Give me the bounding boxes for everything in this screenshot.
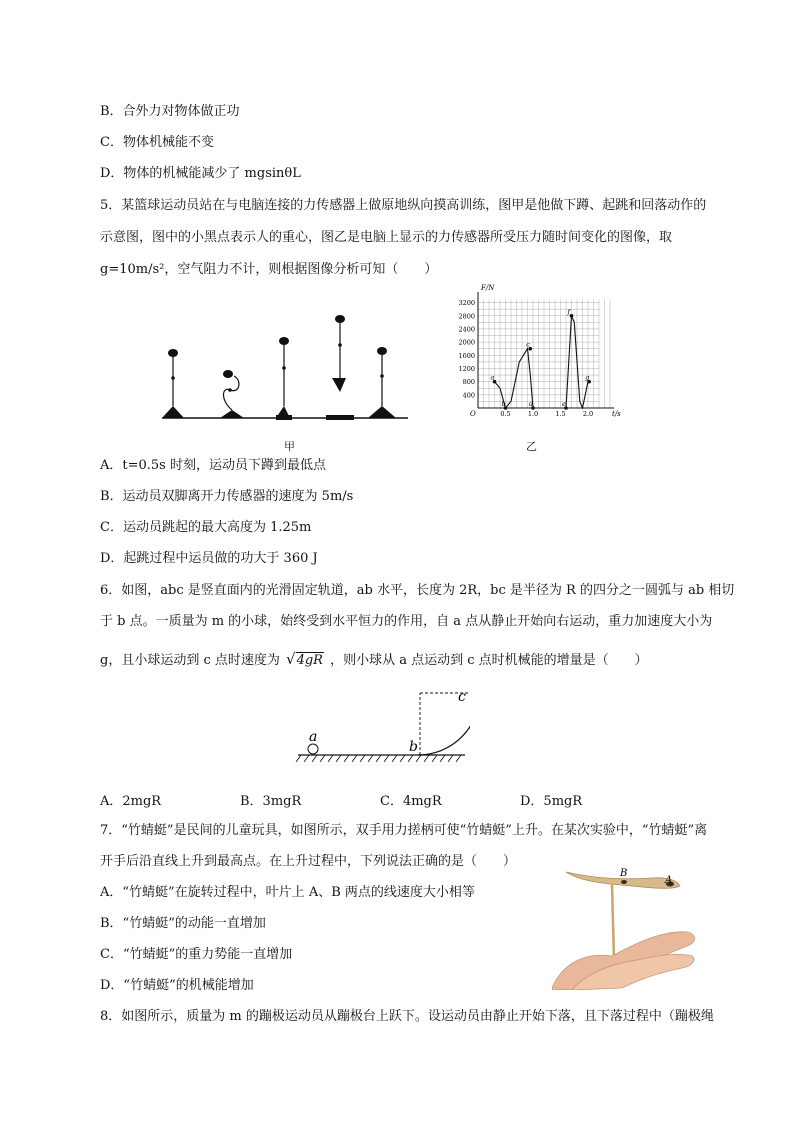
point-label: f: [567, 307, 570, 316]
y-tick-label: 3200: [458, 299, 475, 308]
data-point: [570, 314, 574, 318]
y-tick-label: 400: [462, 391, 475, 400]
sqrt-radicand: 4gR: [296, 653, 323, 668]
point-b-label: b: [409, 739, 418, 755]
q5-stem-line1: 5．某篮球运动员站在与电脑连接的力传感器上做原地纵向摸高训练，图甲是他做下蹲、起跳和回落动作的: [100, 198, 707, 213]
point-label: b: [501, 400, 506, 408]
y-tick-label: 2800: [458, 312, 475, 321]
point-label: a: [490, 373, 495, 382]
x-tick-label: 0.5: [500, 410, 511, 418]
bamboo-dragonfly-photo: [552, 860, 697, 990]
x-axis-label: t/s: [612, 410, 621, 418]
point-A-label: A: [665, 875, 673, 886]
q6-stem-line3b: ，则小球从 a 点运动到 c 点时机械能的增量是（ ）: [330, 653, 648, 668]
point-label: g: [585, 373, 590, 382]
point-label: d: [529, 400, 534, 408]
q6-stem-line3: [100, 650, 648, 670]
y-axis-label: F/N: [481, 284, 495, 292]
q7-option-d: D．“竹蜻蜓”的机械能增加: [100, 978, 254, 993]
q7-option-c: C．“竹蜻蜓”的重力势能一直增加: [100, 947, 293, 962]
y-tick-label: 1600: [458, 351, 475, 360]
q6-track-figure: [295, 685, 470, 770]
x-tick-label: 1.5: [555, 410, 566, 418]
x-tick-label: 1.0: [527, 410, 539, 418]
origin-label: O: [470, 410, 476, 418]
q6-stem-line2: 于 b 点。一质量为 m 的小球，始终受到水平恒力的作用，自 a 点从静止开始向右运动，重力加速度大小为: [100, 614, 713, 629]
q6-option-d: D．5mgR: [520, 794, 583, 809]
q5-stem-line3: g=10m/s²，空气阻力不计，则根据图像分析可知（ ）: [100, 262, 438, 277]
q6-stem-line1: 6．如图，abc 是竖直面内的光滑固定轨道，ab 水平，长度为 2R，bc 是半径为 R 的四分之一圆弧与 ab 相切: [100, 583, 735, 598]
q6-option-b: B．3mgR: [240, 794, 302, 809]
q6-options: [100, 790, 660, 809]
x-tick-label: 2.0: [582, 410, 594, 418]
q4-option-b: B．合外力对物体做正功: [100, 104, 240, 119]
point-label: c: [526, 340, 530, 349]
q8-stem-line1: 8．如图所示，质量为 m 的蹦极运动员从蹦极台上跃下。设运动员由静止开始下落，且下落过程中（蹦极绳: [100, 1009, 714, 1024]
q5-option-d: D．起跳过程中运员做的功大于 360 J: [100, 551, 318, 566]
q5-force-time-chart: [440, 282, 640, 422]
q5-option-b: B．运动员双脚离开力传感器的速度为 5m/s: [100, 489, 354, 504]
q6-stem-line3a: g，且小球运动到 c 点时速度为: [100, 653, 280, 668]
point-c-label: c: [458, 689, 466, 705]
y-tick-label: 2000: [458, 338, 475, 347]
figure-jia-caption: 甲: [284, 440, 295, 453]
point-B-label: B: [620, 868, 628, 879]
q4-option-d: D．物体的机械能减少了 mgsinθL: [100, 166, 301, 181]
sqrt-expression: √4gR: [286, 650, 323, 668]
point-a-label: a: [309, 729, 318, 745]
y-tick-label: 800: [462, 378, 475, 387]
q7-option-b: B．“竹蜻蜓”的动能一直增加: [100, 916, 266, 931]
series-line-1: [495, 349, 534, 408]
q7-stem-line1: 7．“竹蜻蜓”是民间的儿童玩具，如图所示，双手用力搓柄可使“竹蜻蜓”上升。在某次实验中，“竹蜻蜓”离: [100, 823, 708, 838]
y-tick-label: 1200: [458, 364, 475, 373]
q4-option-c: C．物体机械能不变: [100, 135, 214, 150]
point-label: e: [562, 400, 566, 408]
figure-yi-caption: 乙: [526, 440, 537, 453]
q5-option-a: A．t=0.5s 时刻，运动员下蹲到最低点: [100, 458, 326, 473]
q7-stem-line2: 开手后沿直线上升到最高点。在上升过程中，下列说法正确的是（ ）: [100, 854, 517, 869]
q5-figure-jia: [160, 308, 410, 426]
q5-stem-line2: 示意图，图中的小黑点表示人的重心，图乙是电脑上显示的力传感器所受压力随时间变化的图像，取: [100, 230, 673, 245]
q6-option-c: C．4mgR: [380, 794, 442, 809]
q7-option-a: A．“竹蜻蜓”在旋转过程中，叶片上 A、B 两点的线速度大小相等: [100, 885, 475, 900]
y-tick-label: 2400: [458, 325, 475, 334]
q6-option-a: A．2mgR: [100, 794, 162, 809]
q5-option-c: C．运动员跳起的最大高度为 1.25m: [100, 520, 312, 535]
